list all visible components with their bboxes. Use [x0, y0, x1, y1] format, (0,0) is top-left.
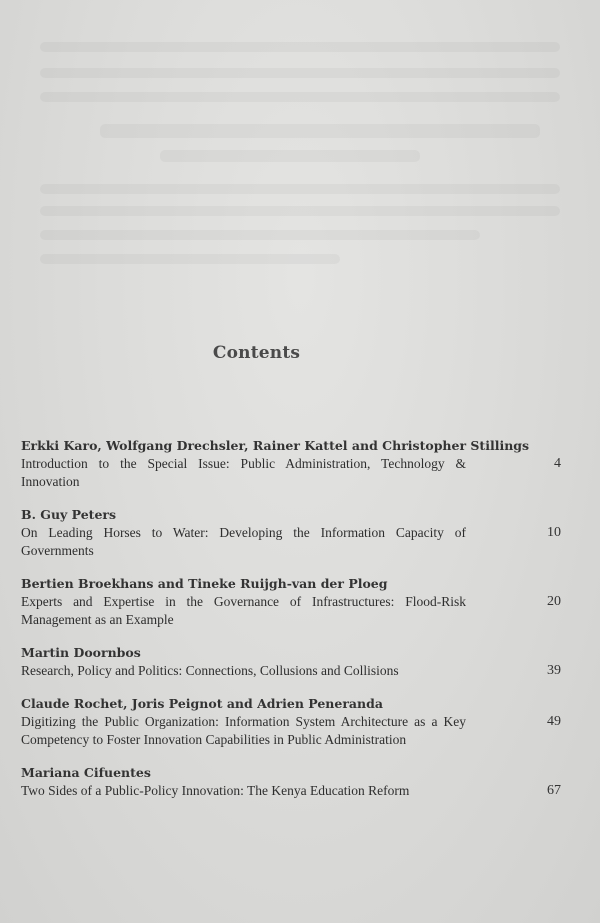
entry-authors: Martin Doornbos — [21, 645, 141, 660]
entry-title: Digitizing the Public Organization: Information System Architecture as a Key Competency to Foster Innovation Capabilities in Public Administration — [21, 714, 466, 747]
entry-page-number: 49 — [547, 714, 561, 729]
entry-title: Experts and Expertise in the Governance of Infrastructures: Flood-Risk Management as an Example — [21, 594, 466, 627]
contents-list — [21, 436, 561, 814]
show-through-line — [40, 184, 560, 194]
entry-page-number: 10 — [547, 525, 561, 540]
show-through-line — [40, 206, 560, 216]
entry-authors: Mariana Cifuentes — [21, 765, 151, 780]
entry-title: Research, Policy and Politics: Connections, Collusions and Collisions — [21, 663, 399, 678]
show-through-line — [40, 68, 560, 78]
show-through-line — [160, 150, 420, 162]
entry-page-number: 39 — [547, 663, 561, 678]
contents-entry[interactable] — [21, 505, 561, 560]
show-through-line — [40, 92, 560, 102]
show-through-line — [40, 230, 480, 240]
entry-title: On Leading Horses to Water: Developing the Information Capacity of Governments — [21, 525, 466, 558]
entry-authors: Erkki Karo, Wolfgang Drechsler, Rainer Kattel and Christopher Stillings — [21, 438, 530, 453]
entry-authors: B. Guy Peters — [21, 507, 117, 522]
entry-title: Introduction to the Special Issue: Public Administration, Technology & Innovation — [21, 456, 466, 489]
show-through-line — [40, 254, 340, 264]
contents-entry[interactable] — [21, 436, 561, 491]
contents-entry[interactable] — [21, 643, 561, 680]
contents-entry[interactable] — [21, 763, 561, 800]
show-through-line — [40, 42, 560, 52]
entry-page-number: 4 — [554, 456, 561, 471]
entry-page-number: 20 — [547, 594, 561, 609]
entry-page-number: 67 — [547, 783, 561, 798]
entry-title: Two Sides of a Public-Policy Innovation: The Kenya Education Reform — [21, 783, 410, 798]
contents-entry[interactable] — [21, 694, 561, 749]
entry-authors: Bertien Broekhans and Tineke Ruijgh-van der Ploeg — [21, 576, 388, 591]
contents-entry[interactable] — [21, 574, 561, 629]
show-through-line — [100, 124, 540, 138]
contents-heading: Contents — [212, 343, 301, 363]
entry-authors: Claude Rochet, Joris Peignot and Adrien Peneranda — [21, 696, 383, 711]
